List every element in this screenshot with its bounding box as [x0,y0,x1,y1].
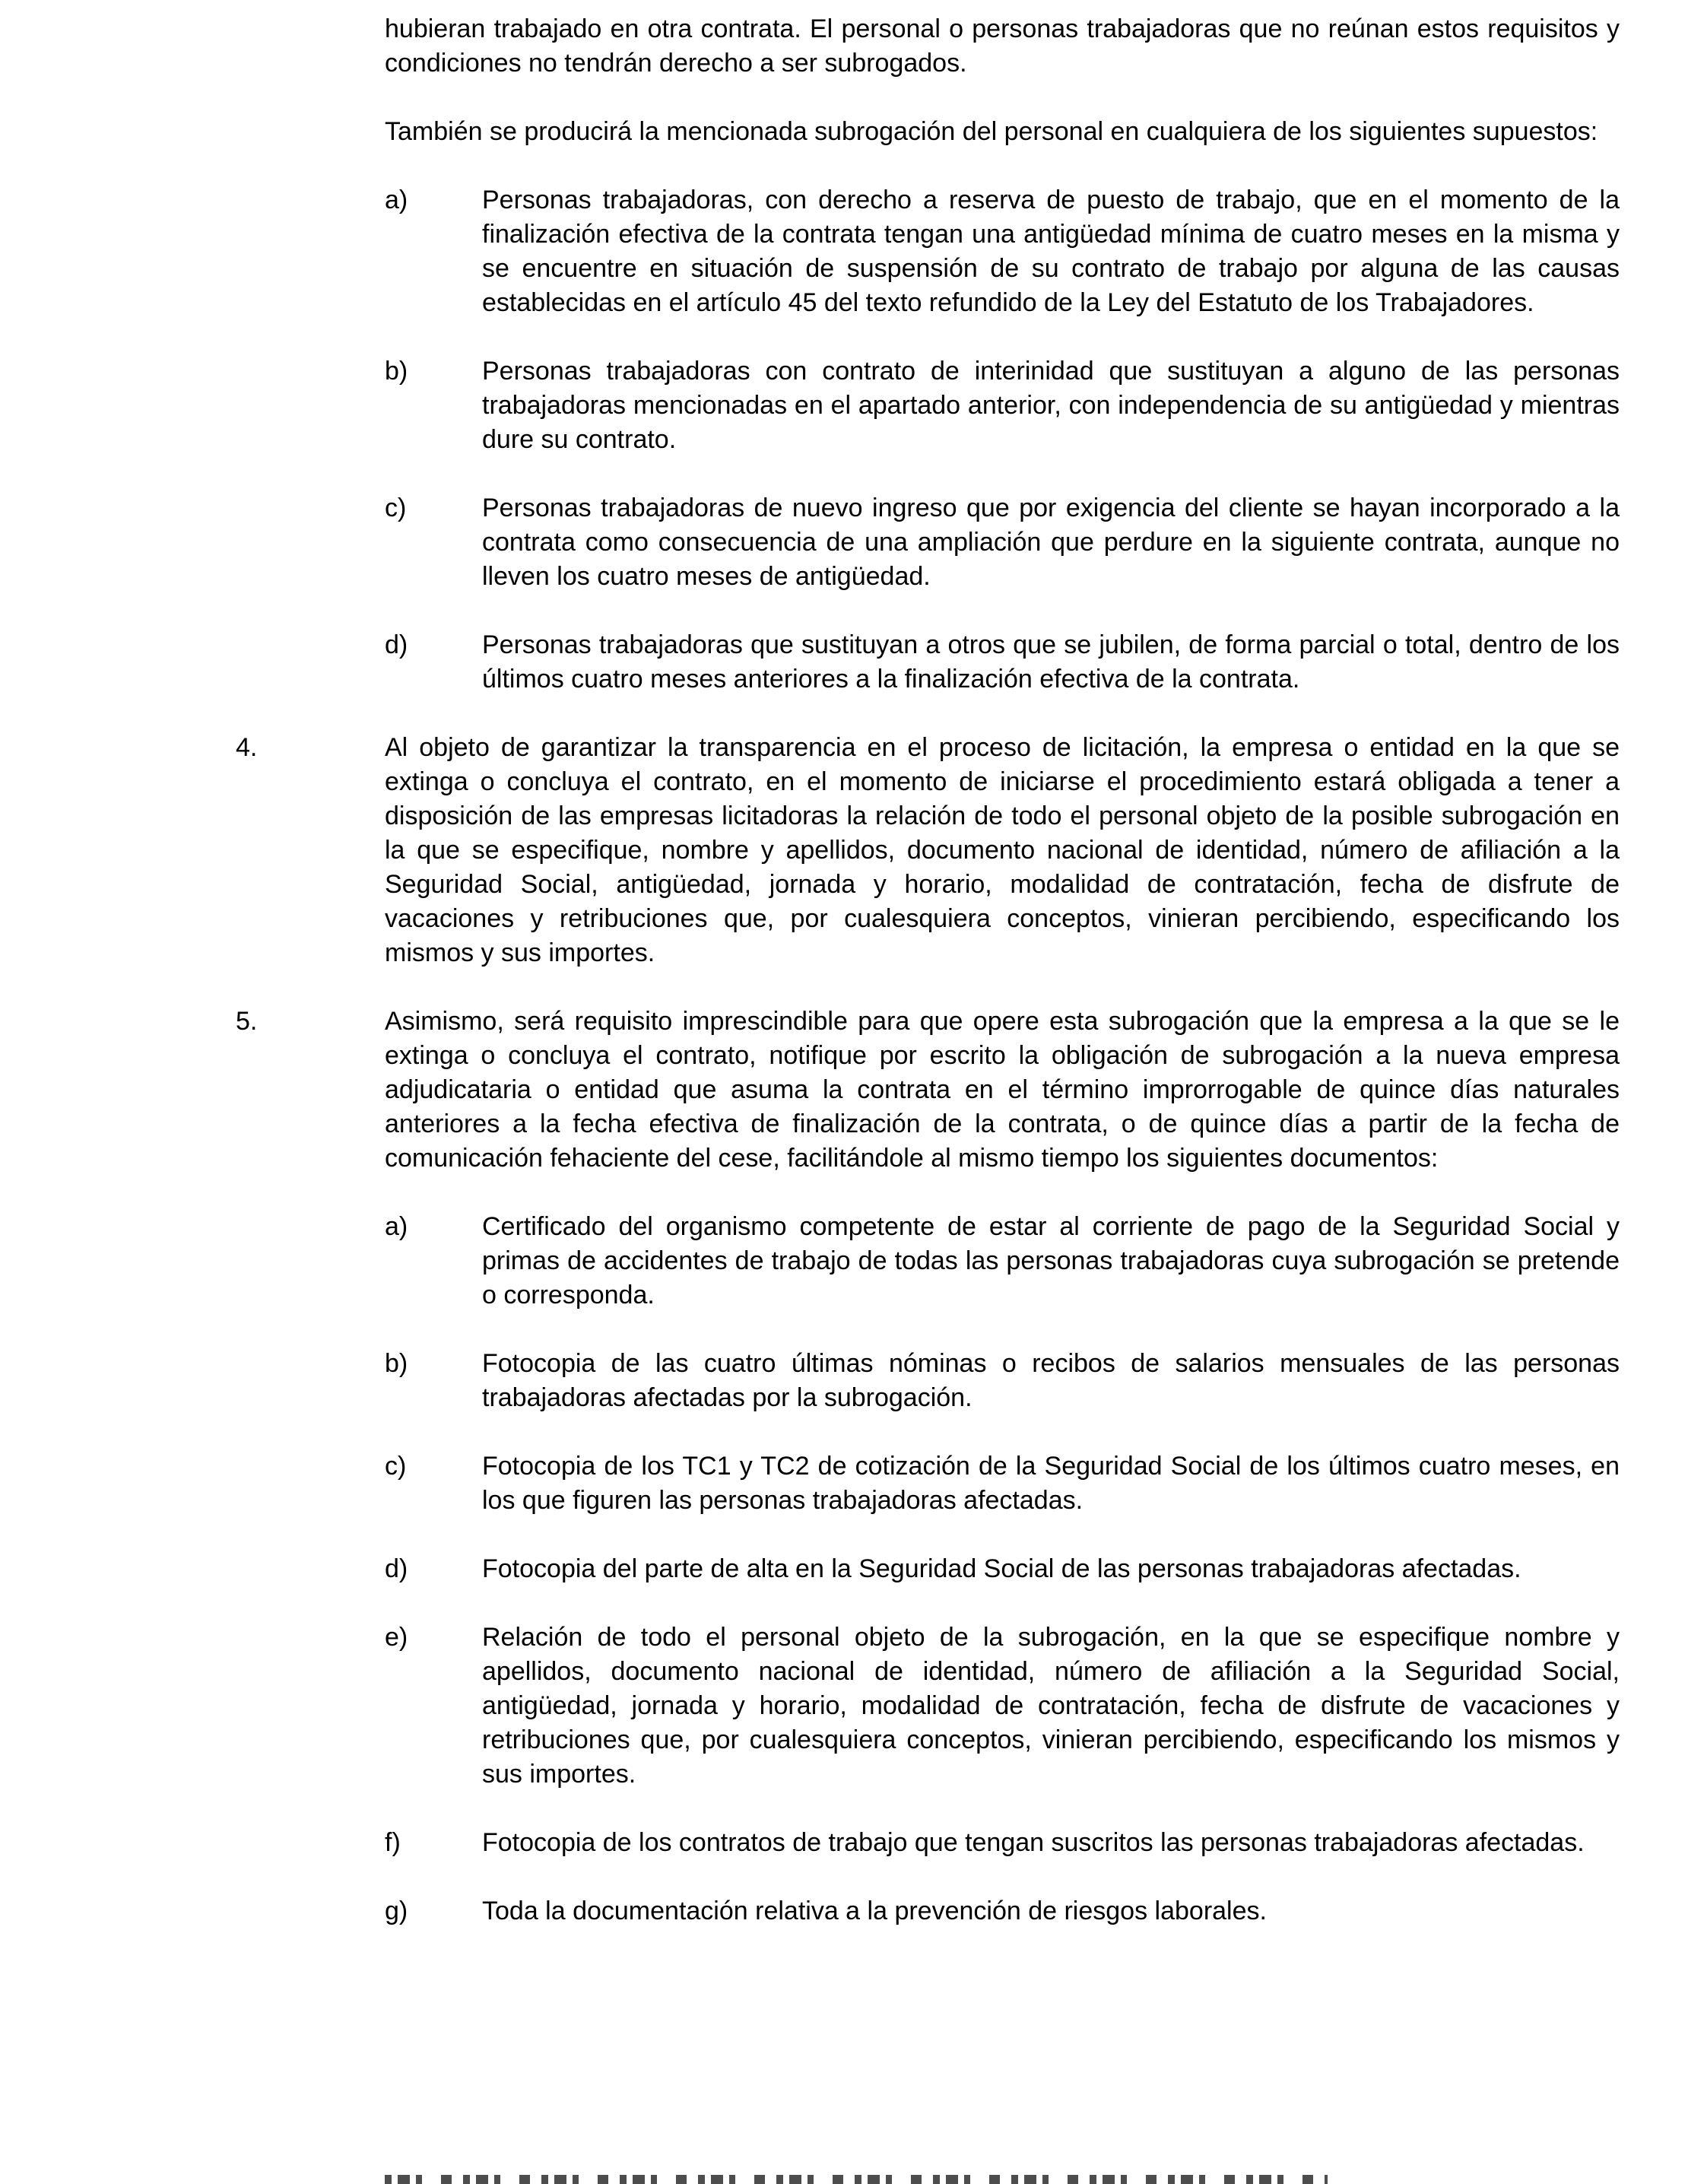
list-item-marker: a) [385,1212,408,1241]
list-item [385,1449,1620,1518]
list-item-text: Relación de todo el personal objeto de la subrogación, en la que se especifique nombre y apellidos, documento nacional de identidad, número de afiliación a la Seguridad Social, antigüedad, jornada y horario, modalidad de contratación, fecha de disfrute de vacaciones y retribuciones que, por cualesquiera conceptos, vinieran percibiendo, especificando los mismos y sus importes. [482,1623,1620,1789]
list-item-text: Personas trabajadoras que sustituyan a otros que se jubilen, de forma parcial o total, dentro de los últimos cuatro meses anteriores a la finalización efectiva de la contrata. [482,630,1620,694]
list-item [385,628,1620,697]
list-item [385,354,1620,457]
list-item-marker: b) [385,357,408,386]
list-item-text: Personas trabajadoras de nuevo ingreso que por exigencia del cliente se hayan incorporado a la contrata como consecuencia de una ampliación que perdure en la siguiente contrata, aunque no lleven los cuatro meses de antigüedad. [482,494,1620,591]
paragraph-text: También se producirá la mencionada subrogación del personal en cualquiera de los siguientes supuestos: [385,117,1598,146]
paragraph-text: hubieran trabajado en otra contrata. El personal o personas trabajadoras que no reúnan estos requisitos y condiciones no tendrán derecho a ser subrogados. [385,14,1620,78]
list-item-text: Personas trabajadoras, con derecho a reserva de puesto de trabajo, que en el momento de la finalización efectiva de la contrata tengan una antigüedad mínima de cuatro meses en la misma y se encuentre en situación de suspensión de su contrato de trabajo por alguna de las causas establecidas en el artículo 45 del texto refundido de la Ley del Estatuto de los Trabajadores. [482,186,1620,317]
list-item-marker: b) [385,1349,408,1378]
numbered-item [236,1005,1620,1176]
list-item [385,1826,1620,1860]
list-item-marker: d) [385,630,408,659]
numbered-item-text: Al objeto de garantizar la transparencia en el proceso de licitación, la empresa o entidad en la que se extinga o concluya el contrato, en el momento de iniciarse el procedimiento estará obligada a tener a disposición de las empresas licitadoras la relación de todo el personal objeto de la posible subrogación en la que se especifique, nombre y apellidos, documento nacional de identidad, número de afiliación a la Seguridad Social, antigüedad, jornada y horario, modalidad de contratación, fecha de disfrute de vacaciones y retribuciones que, por cualesquiera conceptos, vinieran percibiendo, especificando los mismos y sus importes. [385,733,1620,967]
list-item [385,1347,1620,1415]
list-item-marker: d) [385,1554,408,1583]
list-item-text: Fotocopia de los contratos de trabajo que tengan suscritos las personas trabajadoras afectadas. [482,1828,1585,1857]
list-item [385,1210,1620,1313]
list-item-text: Certificado del organismo competente de estar al corriente de pago de la Seguridad Social y primas de accidentes de trabajo de todas las personas trabajadoras cuya subrogación se pretende o corresponda. [482,1212,1620,1309]
numbered-item [236,731,1620,970]
list-item [385,1621,1620,1792]
list-item-marker: f) [385,1828,401,1857]
list-item-text: Fotocopia de las cuatro últimas nóminas o recibos de salarios mensuales de las personas trabajadoras afectadas por la subrogación. [482,1349,1620,1412]
list-item [385,183,1620,320]
list-item [385,1894,1620,1928]
list-item-marker: c) [385,1452,407,1481]
list-item-marker: c) [385,494,407,522]
list-item-marker: e) [385,1623,408,1652]
list-item-text: Fotocopia de los TC1 y TC2 de cotización de la Seguridad Social de los últimos cuatro meses, en los que figuren las personas trabajadoras afectadas. [482,1452,1620,1515]
paragraph [385,115,1620,149]
list-item [385,491,1620,594]
list-item-marker: g) [385,1897,408,1925]
numbered-item-marker: 4. [236,733,258,762]
list-item-marker: a) [385,186,408,214]
clipped-bottom-text-line [385,2175,1328,2184]
list-item-text: Personas trabajadoras con contrato de interinidad que sustituyan a alguno de las personas trabajadoras mencionadas en el apartado anterior, con independencia de su antigüedad y mientras dure su contrato. [482,357,1620,454]
numbered-item-text: Asimismo, será requisito imprescindible para que opere esta subrogación que la empresa a la que se le extinga o concluya el contrato, notifique por escrito la obligación de subrogación a la nueva empresa adjudicataria o entidad que asuma la contrata en el término improrrogable de quince días naturales anteriores a la fecha efectiva de finalización de la contrata, o de quince días a partir de la fecha de comunicación fehaciente del cese, facilitándole al mismo tiempo los siguientes documentos: [385,1007,1620,1173]
paragraph [385,12,1620,81]
numbered-item-marker: 5. [236,1007,258,1036]
list-item [385,1552,1620,1586]
list-item-text: Toda la documentación relativa a la prevención de riesgos laborales. [482,1897,1267,1925]
list-item-text: Fotocopia del parte de alta en la Seguridad Social de las personas trabajadoras afectadas. [482,1554,1521,1583]
